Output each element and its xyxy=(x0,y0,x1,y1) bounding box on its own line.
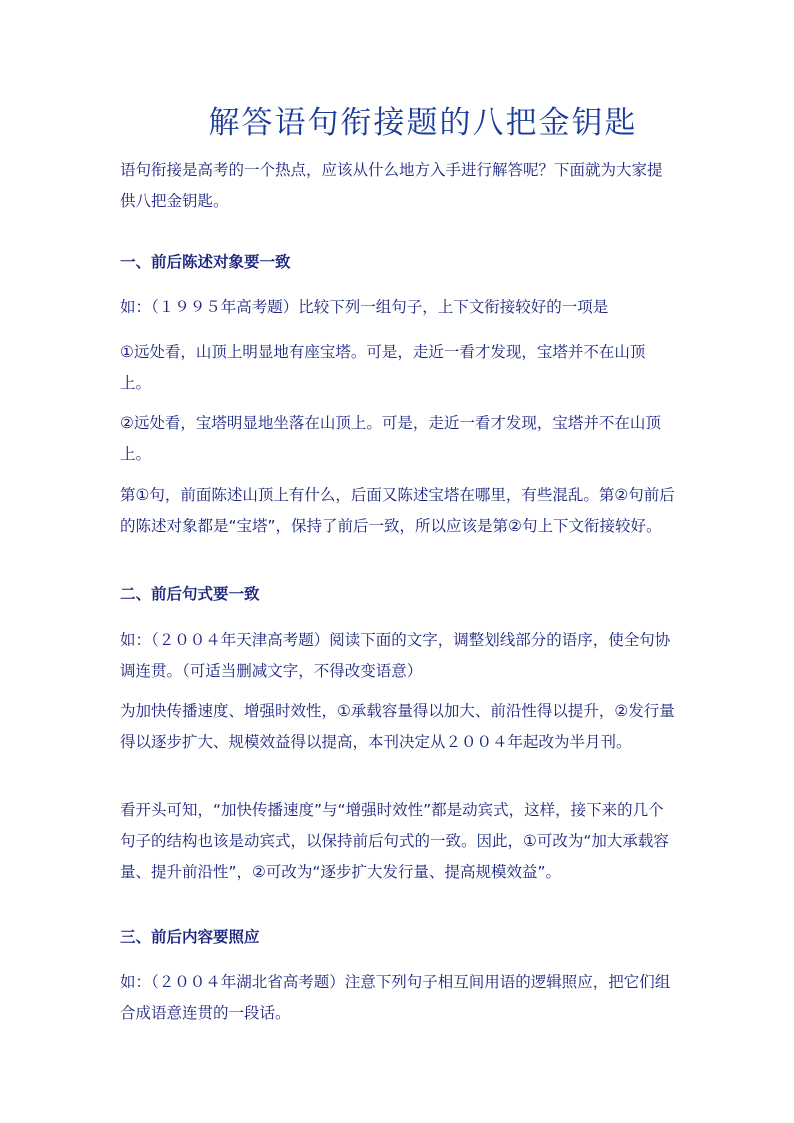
section-2-heading: 二、前后句式要一致 xyxy=(120,585,260,603)
section-2-paragraph-1: 如：（２００４年天津高考题）阅读下面的文字，调整划线部分的语序，使全句协调连贯。（可适当删减文字，不得改变语意） xyxy=(120,631,671,680)
intro-paragraph: 语句衔接是高考的一个热点，应该从什么地方入手进行解答呢？下面就为大家提供八把金钥匙。 xyxy=(120,161,663,210)
section-2-paragraph-3: 看开头可知，“加快传播速度”与“增强时效性”都是动宾式，这样，接下来的几个句子的结构也该是动宾式，以保持前后句式的一致。因此，①可改为“加大承载容量、提升前沿性”，②可改为“逐步扩大发行量、提高规模效益”。 xyxy=(120,801,669,881)
section-3-paragraph-1: 如：（２００４年湖北省高考题）注意下列句子相互间用语的逻辑照应，把它们组合成语意连贯的一段话。 xyxy=(120,973,671,1022)
section-1-paragraph-3: ②远处看，宝塔明显地坐落在山顶上。可是，走近一看才发现，宝塔并不在山顶上。 xyxy=(120,414,661,463)
section-3-heading: 三、前后内容要照应 xyxy=(120,928,260,946)
section-1-paragraph-4: 第①句，前面陈述山顶上有什么，后面又陈述宝塔在哪里，有些混乱。第②句前后的陈述对象都是“宝塔”，保持了前后一致，所以应该是第②句上下文衔接较好。 xyxy=(120,486,675,535)
section-2-paragraph-2: 为加快传播速度、增强时效性，①承载容量得以加大、前沿性得以提升，②发行量得以逐步扩大、规模效益得以提高，本刊决定从２００４年起改为半月刊。 xyxy=(120,702,675,751)
section-1-paragraph-1: 如：（１９９５年高考题）比较下列一组句子，上下文衔接较好的一项是 xyxy=(120,298,609,316)
page-title: 解答语句衔接题的八把金钥匙 xyxy=(208,105,638,141)
section-1-heading: 一、前后陈述对象要一致 xyxy=(120,253,291,271)
section-1-paragraph-2: ①远处看，山顶上明显地有座宝塔。可是，走近一看才发现，宝塔并不在山顶上。 xyxy=(120,343,646,392)
